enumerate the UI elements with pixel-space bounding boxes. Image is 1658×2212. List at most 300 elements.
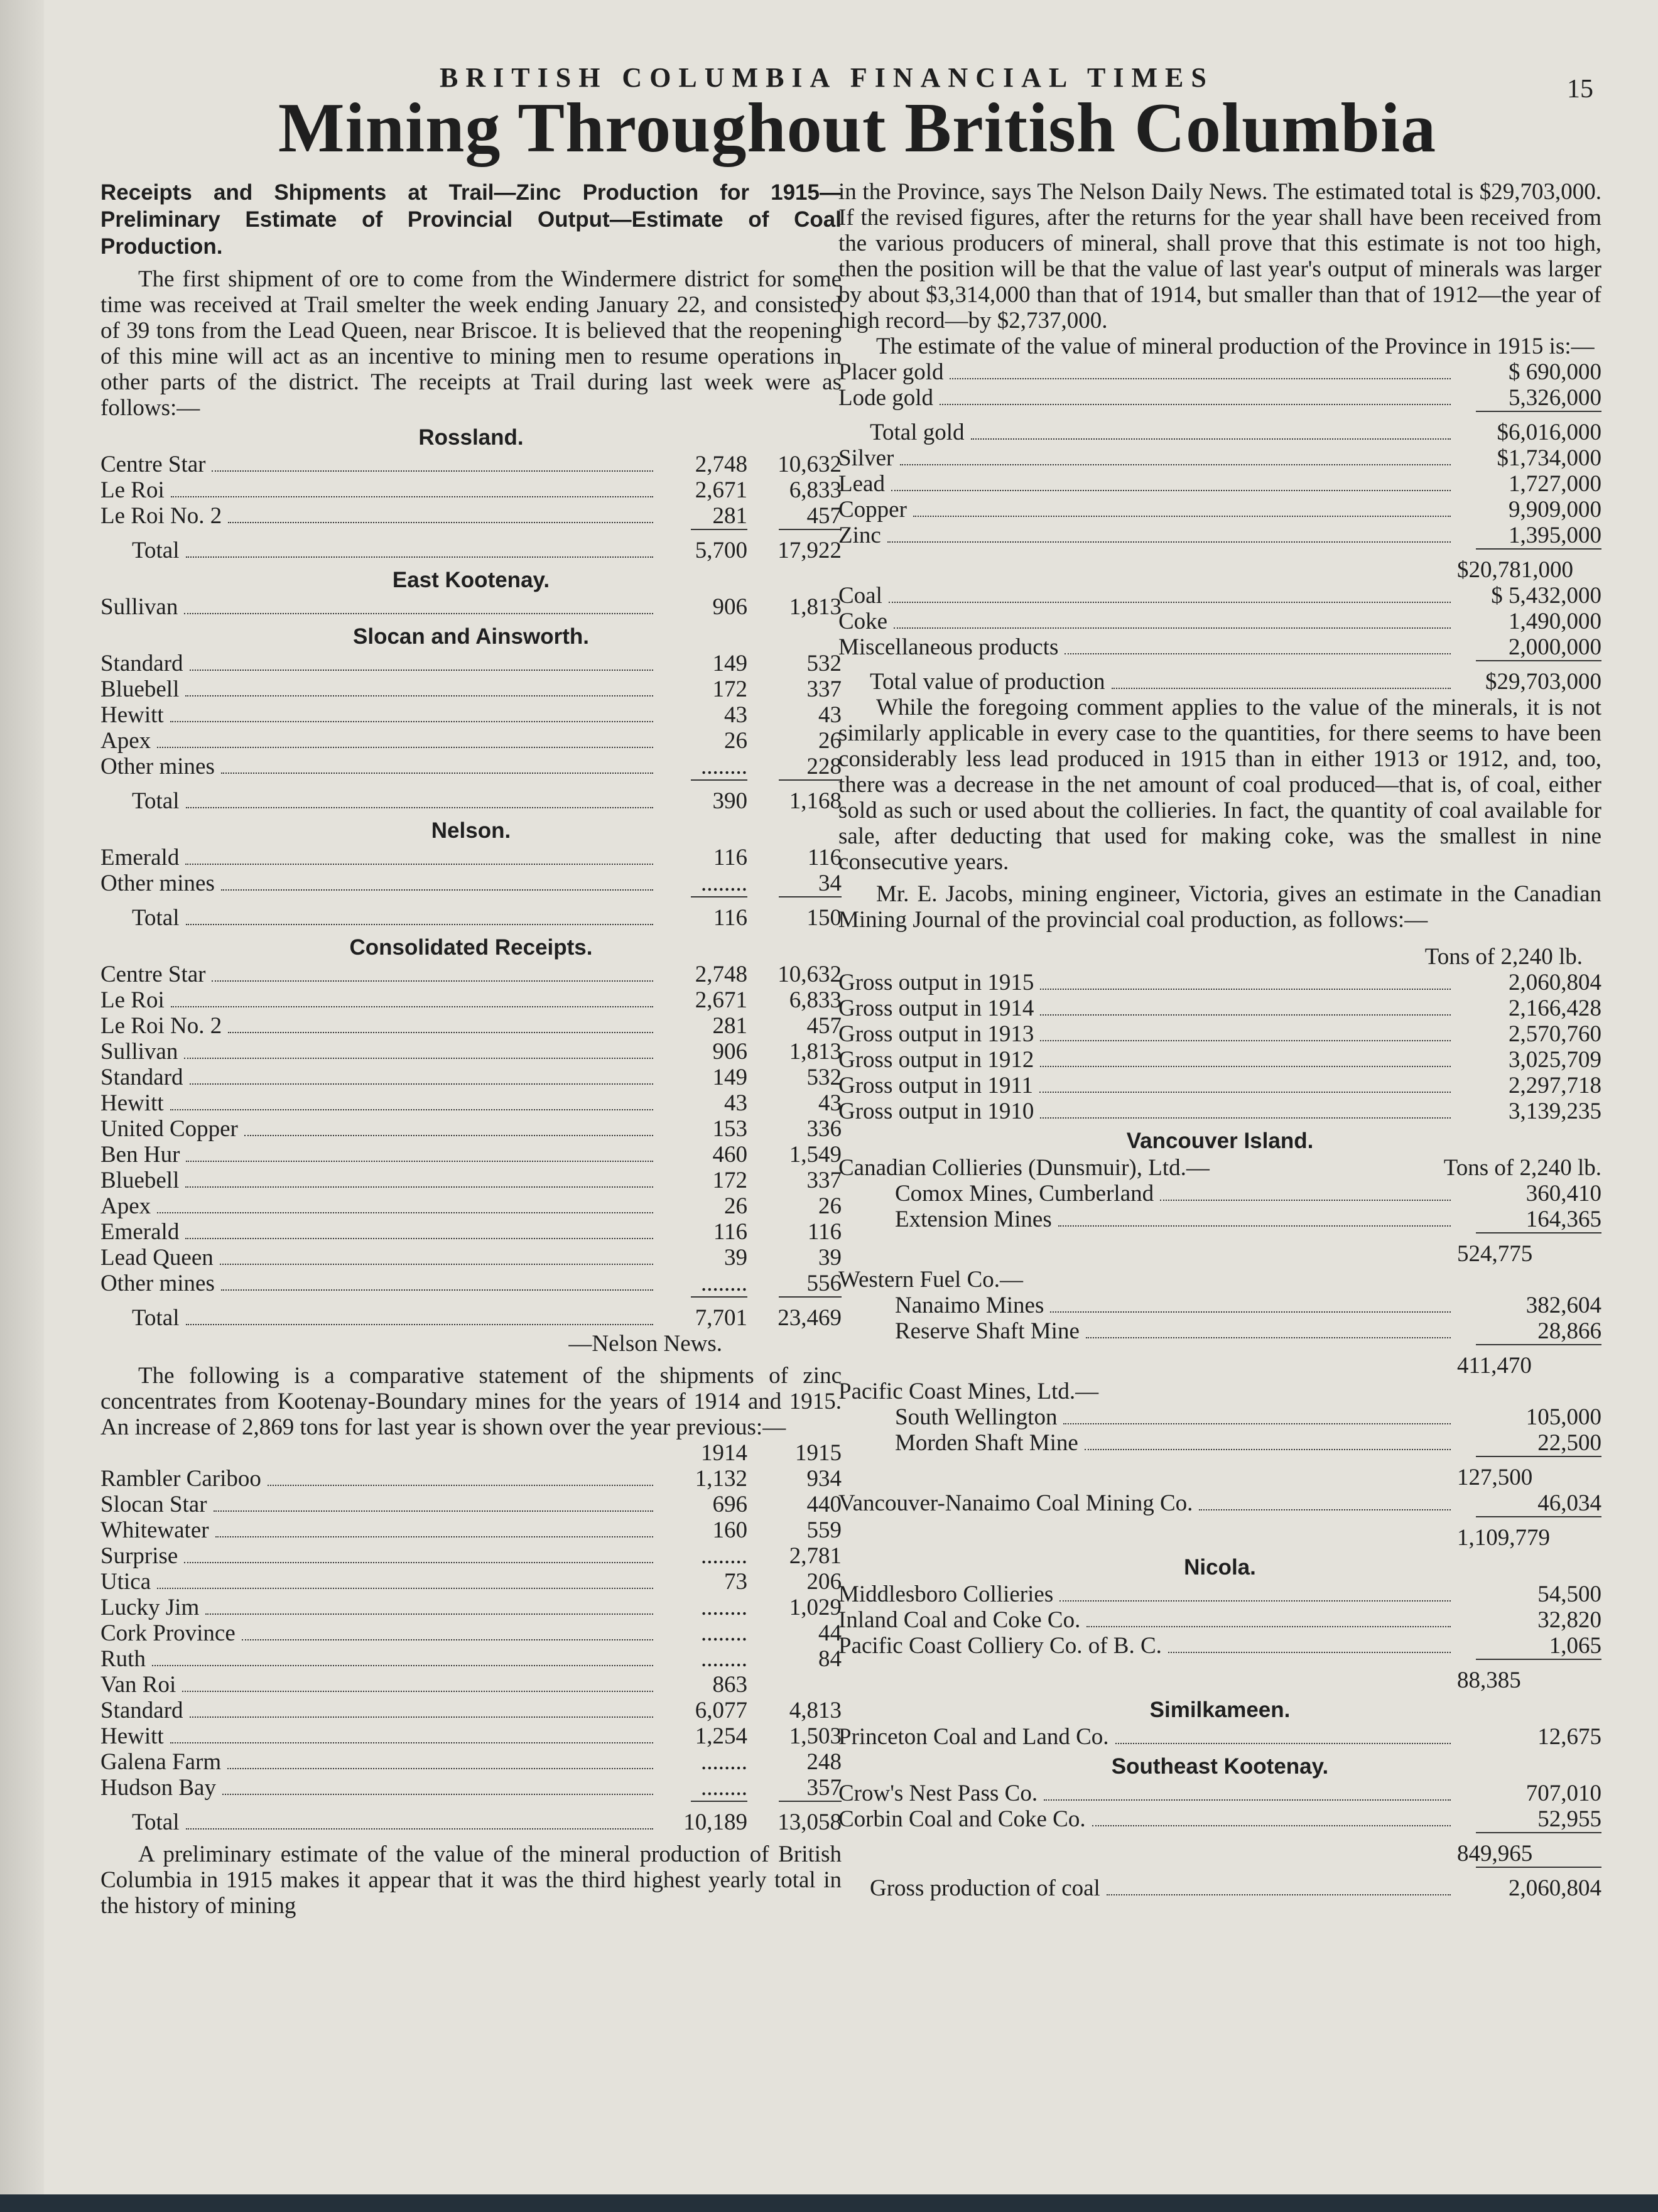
row-label: Lead: [838, 471, 885, 497]
leader-dots: [1168, 1652, 1451, 1653]
table-row: [100, 1466, 842, 1492]
row-value: 3,139,235: [1509, 1098, 1601, 1124]
row-label: Hewitt: [100, 1723, 164, 1749]
leader-dots: [268, 1485, 653, 1486]
row-value-a: 906: [712, 594, 747, 620]
leader-dots: [1199, 1509, 1451, 1510]
table-row: [838, 1781, 1601, 1806]
row-value-a: 2,671: [695, 987, 747, 1013]
leader-dots: [1050, 1311, 1451, 1313]
leader-dots: [1039, 1092, 1451, 1093]
row-value: 2,166,428: [1509, 995, 1601, 1021]
row-label: Total: [132, 538, 180, 563]
rule: [779, 1296, 842, 1305]
row-value: 32,820: [1537, 1607, 1601, 1633]
row-label: Gross output in 1911: [838, 1073, 1034, 1098]
row-value-b: 84: [818, 1646, 842, 1672]
running-head: BRITISH COLUMBIA FINANCIAL TIMES: [440, 62, 1214, 93]
comment-paragraph: While the foregoing comment applies to the value of the minerals, it is not similarly applicable in every case to the quantities, for there seems to have been considerably less lead produced in 1915 than in either 1913 or 1912, and, too, there was a decrease in the net amount of coal produced—that is, of coal, either sold as such or used about the collieries. In fact, the quantity of coal available for sale, after deducting that used for making coke, was the smallest in nine consecutive years.: [838, 695, 1601, 875]
zinc-intro-paragraph: The following is a comparative statement of the shipments of zinc concentrates from Kootenay-Boundary mines for the years of 1914 and 1915. An increase of 2,869 tons for last year is shown over the year previous:—: [100, 1363, 842, 1440]
continuation-paragraph: in the Province, says The Nelson Daily News. The estimated total is $29,703,000. If the revised figures, after the returns for the year shall have been received from the various producers of mineral, shall prove that this estimate is not too high, then the position will be that the value of last year's output of minerals was larger by about $3,314,000 than that of 1914, but smaller than that of 1912—the year of high record—by $2,737,000.: [838, 179, 1601, 333]
row-label: Reserve Shaft Mine: [895, 1318, 1080, 1344]
rule: [1476, 1832, 1601, 1841]
row-value: $6,016,000: [1497, 420, 1601, 445]
row-value-a: 153: [712, 1116, 747, 1142]
subtotal: [838, 1667, 1601, 1693]
row-label: Standard: [100, 1698, 183, 1723]
row-label: Canadian Collieries (Dunsmuir), Ltd.—: [838, 1155, 1210, 1181]
table-row: [100, 1620, 842, 1646]
row-label: Princeton Coal and Land Co.: [838, 1724, 1109, 1750]
leader-dots: [222, 1794, 653, 1795]
total-rule: [838, 660, 1601, 669]
row-value-b: 1,168: [789, 788, 842, 814]
group-label: Pacific Coast Mines, Ltd.—: [838, 1379, 1099, 1404]
row-value-a: 73: [724, 1569, 747, 1595]
row-value-b: 2,781: [789, 1543, 842, 1569]
row-value: 524,775: [1457, 1241, 1533, 1267]
table-row: [100, 538, 842, 563]
table-row: [838, 1021, 1601, 1047]
leader-dots: [185, 695, 653, 697]
jacobs-paragraph: Mr. E. Jacobs, mining engineer, Victoria, gives an estimate in the Canadian Mining Journal of the provincial coal production, as follows:—: [838, 881, 1601, 933]
row-label: Hewitt: [100, 1090, 164, 1116]
leader-dots: [1085, 1449, 1451, 1450]
table-row: [100, 905, 842, 931]
table-row: [100, 503, 842, 529]
total-rule: [838, 1456, 1601, 1465]
row-label: Emerald: [100, 845, 180, 870]
section-title: Slocan and Ainsworth.: [353, 624, 589, 649]
row-value-b: 6,833: [789, 987, 842, 1013]
leader-dots: [1112, 688, 1451, 689]
leader-dots: [1040, 989, 1451, 990]
table-row: [838, 669, 1601, 695]
table-row: [838, 523, 1601, 548]
leader-dots: [1059, 1600, 1451, 1602]
leader-dots: [913, 516, 1451, 517]
leader-dots: [157, 747, 653, 748]
row-label: Le Roi No. 2: [100, 1013, 222, 1039]
row-value-a: 116: [713, 905, 747, 931]
leader-dots: [887, 541, 1451, 543]
row-label: Whitewater: [100, 1517, 209, 1543]
section-title: Southeast Kootenay.: [1111, 1754, 1329, 1779]
row-value-a: ........: [701, 1271, 747, 1296]
tons-header-2: Tons of 2,240 lb.: [1443, 1155, 1601, 1181]
table-row: [100, 845, 842, 870]
row-value-a: 2,671: [695, 477, 747, 503]
rule: [1476, 411, 1601, 420]
table-row: [100, 1065, 842, 1090]
table-row: [100, 788, 842, 814]
row-value-b: 457: [806, 503, 842, 529]
leader-dots: [950, 378, 1451, 379]
row-value-b: 1,503: [789, 1723, 842, 1749]
zinc-shipments-table: [100, 1466, 842, 1835]
row-label: Coke: [838, 609, 888, 634]
row-value: $ 5,432,000: [1491, 583, 1601, 609]
leader-dots: [900, 464, 1451, 465]
leader-dots: [205, 1613, 653, 1615]
row-label: Apex: [100, 1193, 151, 1219]
leader-dots: [1086, 1626, 1451, 1627]
rule: [1476, 1344, 1601, 1353]
rule: [779, 896, 842, 905]
leader-dots: [171, 1006, 653, 1007]
table-row: [100, 452, 842, 477]
row-label: Total: [132, 905, 180, 931]
row-label: Total value of production: [870, 669, 1105, 695]
total-rule: [838, 1832, 1601, 1841]
row-label: Placer gold: [838, 359, 944, 385]
leader-dots: [1092, 1825, 1451, 1826]
table-row: [838, 1490, 1601, 1516]
row-label: Miscellaneous products: [838, 634, 1059, 660]
row-label: Total gold: [870, 420, 965, 445]
leader-dots: [940, 404, 1451, 405]
table-row: [100, 1492, 842, 1517]
leader-dots: [215, 1536, 653, 1537]
leader-dots: [190, 1716, 653, 1718]
table-row: [100, 1116, 842, 1142]
subtotal: [838, 1241, 1601, 1267]
table-row: [838, 995, 1601, 1021]
row-value-b: 357: [806, 1775, 842, 1801]
table-row: [838, 1318, 1601, 1344]
rule: [691, 896, 747, 905]
table-row: [838, 1181, 1601, 1206]
row-label: Comox Mines, Cumberland: [895, 1181, 1154, 1206]
table-row: [838, 970, 1601, 995]
leader-dots: [1115, 1743, 1451, 1744]
row-value-a: 43: [724, 702, 747, 728]
rule: [691, 1801, 747, 1809]
table-row: [100, 1775, 842, 1801]
total-rule: [838, 548, 1601, 557]
row-value-b: 13,058: [778, 1809, 842, 1835]
row-value-a: 2,748: [695, 962, 747, 987]
row-value-a: ........: [701, 870, 747, 896]
row-label: Corbin Coal and Coke Co.: [838, 1806, 1086, 1832]
row-value: 12,675: [1537, 1724, 1601, 1750]
leader-dots: [220, 1264, 653, 1265]
leader-dots: [228, 522, 653, 523]
row-value-a: 696: [712, 1492, 747, 1517]
row-value-b: 34: [818, 870, 842, 896]
row-value: 54,500: [1537, 1581, 1601, 1607]
row-label: Gross output in 1910: [838, 1098, 1034, 1124]
row-label: Ruth: [100, 1646, 146, 1672]
row-value-a: 5,700: [695, 538, 747, 563]
row-label: Bluebell: [100, 1168, 180, 1193]
leader-dots: [1044, 1799, 1451, 1801]
row-value: 127,500: [1457, 1465, 1533, 1490]
source-credit: —Nelson News.: [568, 1331, 722, 1357]
table-row: [100, 1595, 842, 1620]
table-row: [100, 1698, 842, 1723]
row-value-a: 172: [712, 1168, 747, 1193]
rule: [1476, 1516, 1601, 1525]
leader-dots: [1107, 1894, 1451, 1895]
table-row: [100, 1543, 842, 1569]
row-value-b: 26: [818, 1193, 842, 1219]
rule: [691, 1296, 747, 1305]
section-title: Nicola.: [1184, 1555, 1256, 1580]
table-row: [838, 385, 1601, 411]
row-value: 1,727,000: [1509, 471, 1601, 497]
row-label: Standard: [100, 651, 183, 676]
row-label: Crow's Nest Pass Co.: [838, 1781, 1038, 1806]
row-value: 849,965: [1457, 1841, 1533, 1867]
leader-dots: [212, 980, 653, 982]
leader-dots: [186, 924, 654, 925]
row-value: $29,703,000: [1485, 669, 1601, 695]
row-label: Zinc: [838, 523, 881, 548]
row-value: 1,395,000: [1509, 523, 1601, 548]
section-title: Rossland.: [418, 425, 524, 450]
row-label: Centre Star: [100, 962, 206, 987]
row-label: Coal: [838, 583, 882, 609]
row-value: 2,060,804: [1509, 1875, 1601, 1901]
row-value-a: ........: [701, 1543, 747, 1569]
row-label: Van Roi: [100, 1672, 176, 1698]
row-label: Copper: [838, 497, 907, 523]
rule: [779, 1801, 842, 1809]
row-label: Other mines: [100, 870, 215, 896]
table-row: [100, 1271, 842, 1296]
row-label: Slocan Star: [100, 1492, 207, 1517]
row-label: Other mines: [100, 1271, 215, 1296]
leader-dots: [1040, 1040, 1451, 1041]
row-value-b: 39: [818, 1245, 842, 1271]
rule: [779, 529, 842, 538]
leader-dots: [184, 613, 653, 614]
row-value-b: 934: [806, 1466, 842, 1492]
row-value-b: 150: [806, 905, 842, 931]
row-value-a: 863: [712, 1672, 747, 1698]
table-row: [838, 1724, 1601, 1750]
leader-dots: [1065, 653, 1451, 654]
row-label: Standard: [100, 1065, 183, 1090]
leader-dots: [152, 1665, 653, 1666]
table-row: [838, 1206, 1601, 1232]
leader-dots: [170, 721, 653, 722]
leader-dots: [214, 1510, 653, 1512]
row-value: 52,955: [1537, 1806, 1601, 1832]
row-value: 411,470: [1457, 1353, 1532, 1379]
table-row: [100, 676, 842, 702]
row-label: Morden Shaft Mine: [895, 1430, 1078, 1456]
article-subheading: Receipts and Shipments at Trail—Zinc Production for 1915—Preliminary Estimate of Provincial Output—Estimate of Coal Production.: [100, 180, 842, 259]
leader-dots: [212, 470, 653, 472]
leader-dots: [186, 1161, 653, 1162]
table-row: [100, 1142, 842, 1168]
leader-dots: [1086, 1337, 1451, 1338]
leader-dots: [1040, 1117, 1451, 1119]
table-row: [838, 497, 1601, 523]
section-title: Nelson.: [431, 818, 511, 843]
row-value-b: 337: [806, 1168, 842, 1193]
leader-dots: [185, 864, 653, 865]
subtotal: [838, 1353, 1601, 1379]
table-row: [838, 445, 1601, 471]
leader-dots: [157, 1588, 653, 1589]
row-value: 3,025,709: [1509, 1047, 1601, 1073]
table-row: [100, 1219, 842, 1245]
table-row: [100, 1039, 842, 1065]
table-row: [100, 754, 842, 779]
row-value-b: 457: [806, 1013, 842, 1039]
row-value-a: ........: [701, 1595, 747, 1620]
coal-production-table: [838, 970, 1601, 1901]
leader-dots: [157, 1212, 653, 1213]
table-row: [838, 609, 1601, 634]
total-rule: [100, 779, 842, 788]
tons-header: Tons of 2,240 lb.: [1424, 944, 1583, 970]
row-label: Extension Mines: [895, 1206, 1052, 1232]
intro-paragraph: The first shipment of ore to come from the Windermere district for some time was received at Trail smelter the week ending January 22, and consisted of 39 tons from the Lead Queen, near Briscoe. It is believed that the reopening of this mine will act as an incentive to mining men to resume operations in other parts of the district. The receipts at Trail during last week were as follows:—: [100, 266, 842, 421]
leader-dots: [228, 1032, 653, 1033]
rule: [779, 779, 842, 788]
table-row: [100, 1672, 842, 1698]
page-bottom-edge: [0, 2194, 1658, 2212]
table-row: [838, 1430, 1601, 1456]
row-label: Hewitt: [100, 702, 164, 728]
total-rule: [100, 1296, 842, 1305]
group-label: Western Fuel Co.—: [838, 1267, 1024, 1293]
table-row: [838, 1581, 1601, 1607]
table-row: [100, 1168, 842, 1193]
row-value-b: 10,632: [778, 452, 842, 477]
rule: [691, 779, 747, 788]
table-row: [100, 1749, 842, 1775]
section-title: Similkameen.: [1149, 1698, 1291, 1722]
row-value: 164,365: [1525, 1206, 1601, 1232]
row-value-b: 4,813: [789, 1698, 842, 1723]
row-value: $ 690,000: [1509, 359, 1601, 385]
table-row: [838, 471, 1601, 497]
row-value: 28,866: [1537, 1318, 1601, 1344]
leader-dots: [190, 670, 653, 671]
row-value: 2,297,718: [1509, 1073, 1601, 1098]
leader-dots: [242, 1639, 653, 1640]
row-label: Apex: [100, 728, 151, 754]
row-label: Nanaimo Mines: [895, 1293, 1044, 1318]
row-value-a: 160: [712, 1517, 747, 1543]
leader-dots: [227, 1768, 653, 1769]
zinc-year-headers: [100, 1440, 842, 1466]
leader-dots: [1040, 1014, 1451, 1016]
leader-dots: [185, 1238, 653, 1239]
leader-dots: [1040, 1066, 1451, 1067]
table-row: [100, 702, 842, 728]
table-row: [100, 1090, 842, 1116]
section-title: East Kootenay.: [392, 568, 550, 592]
row-value: 22,500: [1537, 1430, 1601, 1456]
row-value-b: 10,632: [778, 962, 842, 987]
row-value-a: 390: [712, 788, 747, 814]
leader-dots: [221, 889, 653, 891]
row-label: Gross output in 1915: [838, 970, 1034, 995]
table-row: [100, 728, 842, 754]
row-value-a: 149: [712, 1065, 747, 1090]
row-value: $1,734,000: [1497, 445, 1601, 471]
table-row: [838, 1404, 1601, 1430]
row-value-a: 281: [712, 503, 747, 529]
row-value: 46,034: [1537, 1490, 1601, 1516]
row-label: Galena Farm: [100, 1749, 222, 1775]
table-row: [838, 1293, 1601, 1318]
row-value: $20,781,000: [1457, 557, 1573, 583]
estimate-intro: The estimate of the value of mineral production of the Province in 1915 is:—: [876, 333, 1595, 359]
table-row: [838, 1098, 1601, 1124]
row-value-b: 532: [806, 1065, 842, 1090]
leader-dots: [186, 807, 654, 808]
table-row: [100, 1809, 842, 1835]
leader-dots: [186, 556, 654, 558]
rule: [1476, 660, 1601, 669]
row-value-a: ........: [701, 1749, 747, 1775]
total-rule: [838, 1516, 1601, 1525]
row-label: Le Roi No. 2: [100, 503, 222, 529]
table-row: [838, 1607, 1601, 1633]
row-value: 1,109,779: [1457, 1525, 1550, 1551]
metals-subtotal: [838, 557, 1601, 583]
row-label: Surprise: [100, 1543, 178, 1569]
rule: [691, 529, 747, 538]
rule: [1476, 1456, 1601, 1465]
leader-dots: [170, 1742, 653, 1743]
row-label: Emerald: [100, 1219, 180, 1245]
rule: [1476, 1232, 1601, 1241]
row-value: 360,410: [1525, 1181, 1601, 1206]
row-value-a: 172: [712, 676, 747, 702]
table-row: [838, 1047, 1601, 1073]
table-row: [838, 1633, 1601, 1659]
rule: [1476, 1867, 1601, 1875]
mineral-value-table: [838, 359, 1601, 695]
trail-receipts-table: [100, 425, 842, 1331]
total-rule: [100, 896, 842, 905]
row-value-a: 460: [712, 1142, 747, 1168]
row-value-a: 7,701: [695, 1305, 747, 1331]
leader-dots: [894, 627, 1451, 629]
table-row: [100, 1646, 842, 1672]
row-label: South Wellington: [895, 1404, 1058, 1430]
row-label: Rambler Cariboo: [100, 1466, 261, 1492]
row-value: 5,326,000: [1509, 385, 1601, 411]
row-value-a: ........: [701, 1646, 747, 1672]
table-row: [100, 1245, 842, 1271]
total-rule: [838, 1659, 1601, 1667]
row-label: Total: [132, 1809, 180, 1835]
rule: [1476, 1659, 1601, 1667]
table-row: [838, 359, 1601, 385]
row-label: United Copper: [100, 1116, 238, 1142]
table-row: [838, 420, 1601, 445]
total-rule: [100, 529, 842, 538]
leader-dots: [221, 773, 653, 774]
row-label: Inland Coal and Coke Co.: [838, 1607, 1081, 1633]
leader-dots: [186, 1324, 654, 1325]
row-value-a: 6,077: [695, 1698, 747, 1723]
row-label: Sullivan: [100, 594, 178, 620]
island-total: [838, 1525, 1601, 1551]
row-label: Le Roi: [100, 987, 165, 1013]
table-row: [100, 962, 842, 987]
row-label: Gross output in 1914: [838, 995, 1034, 1021]
